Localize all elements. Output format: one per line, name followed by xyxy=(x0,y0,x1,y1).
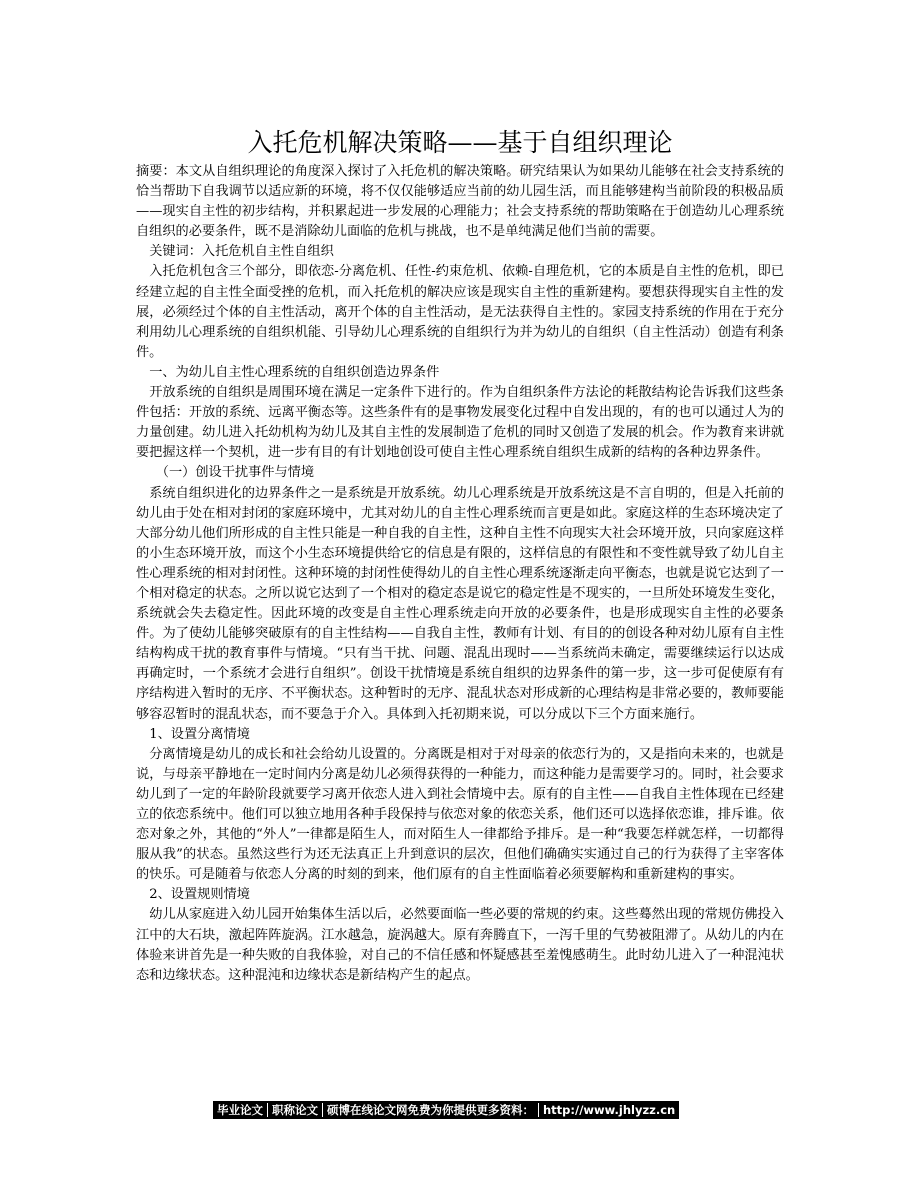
footer-divider xyxy=(267,1103,268,1117)
footer-divider xyxy=(322,1103,323,1117)
subsection-heading: 2、设置规则情境 xyxy=(149,887,250,903)
footer-divider xyxy=(538,1103,539,1117)
subsection-heading: （一）创设干扰事件与情境 xyxy=(155,465,315,481)
body-paragraph: 系统自组织进化的边界条件之一是系统是开放系统。幼儿心理系统是开放系统这是不言自明的，但是入托前的幼儿由于处在相对封闭的家庭环境中，尤其对幼儿的自主性心理系统而言更是如此。家庭这样的生态环境决定了大部分幼儿他们所形成的自主性只能是一种自我的自主性，这种自主性不向现实大社会环境开放，只向家庭这样的小生态环境开放，而这个小生态环境提供给它的信息是有限的，这样信息的有限性和不变性就导致了幼儿自主性心理系统的相对封闭性。这种环境的封闭性使得幼儿的自主性心理系统逐渐走向平衡态，也就是说它达到了一个相对稳定的状态。之所以说它达到了一个相对的稳定态是说它的稳定性是不现实的，一旦所处环境发生变化，系统就会失去稳定性。因此环境的改变是自主性心理系统走向开放的必要条件，也是形成现实自主性的必要条件。为了使幼儿能够突破原有的自主性结构——自我自主性，教师有计划、有目的的创设各种对幼儿原有自主性结构构成干扰的教育事件与情境。“只有当干扰、问题、混乱出现时——当系统尚未确定，需要继续运行以达成再确定时，一个系统才会进行自组织”。创设干扰情境是系统自组织的边界条件的第一步，这一步可促使原有有序结构进入暂时的无序、不平衡状态。这种暂时的无序、混乱状态对形成新的心理结构是非常必要的，教师要能够容忍暂时的混乱状态，而不要急于介入。具体到入托初期来说，可以分成以下三个方面来施行。 xyxy=(136,485,784,722)
footer-banner xyxy=(213,1101,679,1119)
section-heading: 一、为幼儿自主性心理系统的自组织创造边界条件 xyxy=(149,364,440,380)
footer-link-professional-thesis[interactable]: 职称论文 xyxy=(272,1103,318,1117)
footer-website-link[interactable]: http://www.jhlyzz.cn xyxy=(543,1103,676,1117)
body-paragraph: 分离情境是幼儿的成长和社会给幼儿设置的。分离既是相对于对母亲的依恋行为的，又是指向未来的，也就是说，与母亲平静地在一定时间内分离是幼儿必须得获得的一种能力，而这种能力是需要学习的。同时，社会要求幼儿到了一定的年龄阶段就要学习离开依恋人进入到社会情境中去。原有的自主性——自我自主性体现在已经建立的依恋系统中。他们可以独立地用各种手段保持与依恋对象的依恋关系，他们还可以选择依恋谁，排斥谁。依恋对象之外，其他的“外人”一律都是陌生人，而对陌生人一律都给予排斥。是一种“我要怎样就怎样，一切都得服从我”的状态。虽然这些行为还无法真正上升到意识的层次，但他们确确实实通过自己的行为获得了主宰客体的快乐。可是随着与依恋人分离的时刻的到来，他们原有的自主性面临着必须要解构和重新建构的事实。 xyxy=(136,746,784,883)
keywords-line: 关键词：入托危机自主性自组织 xyxy=(149,244,334,260)
body-paragraph: 幼儿从家庭进入幼儿园开始集体生活以后，必然要面临一些必要的常规的约束。这些蓦然出现的常规仿佛投入江中的大石块，激起阵阵旋涡。江水越急，旋涡越大。原有奔腾直下，一泻千里的气势被阻滞了。从幼儿的内在体验来讲首先是一种失败的自我体验，对自己的不信任感和怀疑感甚至羞愧感萌生。此时幼儿进入了一种混沌状态和边缘状态。这种混沌和边缘状态是新结构产生的起点。 xyxy=(136,907,784,983)
body-paragraph: 开放系统的自组织是周围环境在满足一定条件下进行的。作为自组织条件方法论的耗散结构论告诉我们这些条件包括：开放的系统、远离平衡态等。这些条件有的是事物发展变化过程中自发出现的，有的也可以通过人为的力量创建。幼儿进入托幼机构为幼儿及其自主性的发展制造了危机的同时又创造了发展的机会。作为教育来讲就要把握这样一个契机，进一步有目的有计划地创设可使自主性心理系统自组织生成新的结构的各种边界条件。 xyxy=(136,385,784,461)
document-body xyxy=(136,162,784,986)
abstract-paragraph: 摘要：本文从自组织理论的角度深入探讨了入托危机的解决策略。研究结果认为如果幼儿能够在社会支持系统的恰当帮助下自我调节以适应新的环境，将不仅仅能够适应当前的幼儿园生活，而且能够建构当前阶段的积极品质——现实自主性的初步结构，并积累起进一步发展的心理能力；社会支持系统的帮助策略在于创造幼儿心理系统自组织的必要条件，既不是消除幼儿面临的危机与挑战，也不是单纯满足他们当前的需要。 xyxy=(136,164,784,240)
footer-link-graduation-thesis[interactable]: 毕业论文 xyxy=(217,1103,263,1117)
body-paragraph: 入托危机包含三个部分，即依恋-分离危机、任性-约束危机、依赖-自理危机，它的本质是自主性的危机，即已经建立起的自主性全面受挫的危机，而入托危机的解决应该是现实自主性的重新建构。要想获得现实自主性的发展，必须经过个体的自主性活动，离开个体的自主性活动，是无法获得自主性的。家园支持系统的作用在于充分利用幼儿心理系统的自组织机能、引导幼儿心理系统的自组织行为并为幼儿的自组织（自主性活动）创造有利条件。 xyxy=(136,264,784,360)
document-title: 入托危机解决策略——基于自组织理论 xyxy=(247,128,673,157)
subsection-heading: 1、设置分离情境 xyxy=(149,726,250,742)
footer-promo-text: 硕博在线论文网免费为你提供更多资料： xyxy=(327,1103,534,1117)
